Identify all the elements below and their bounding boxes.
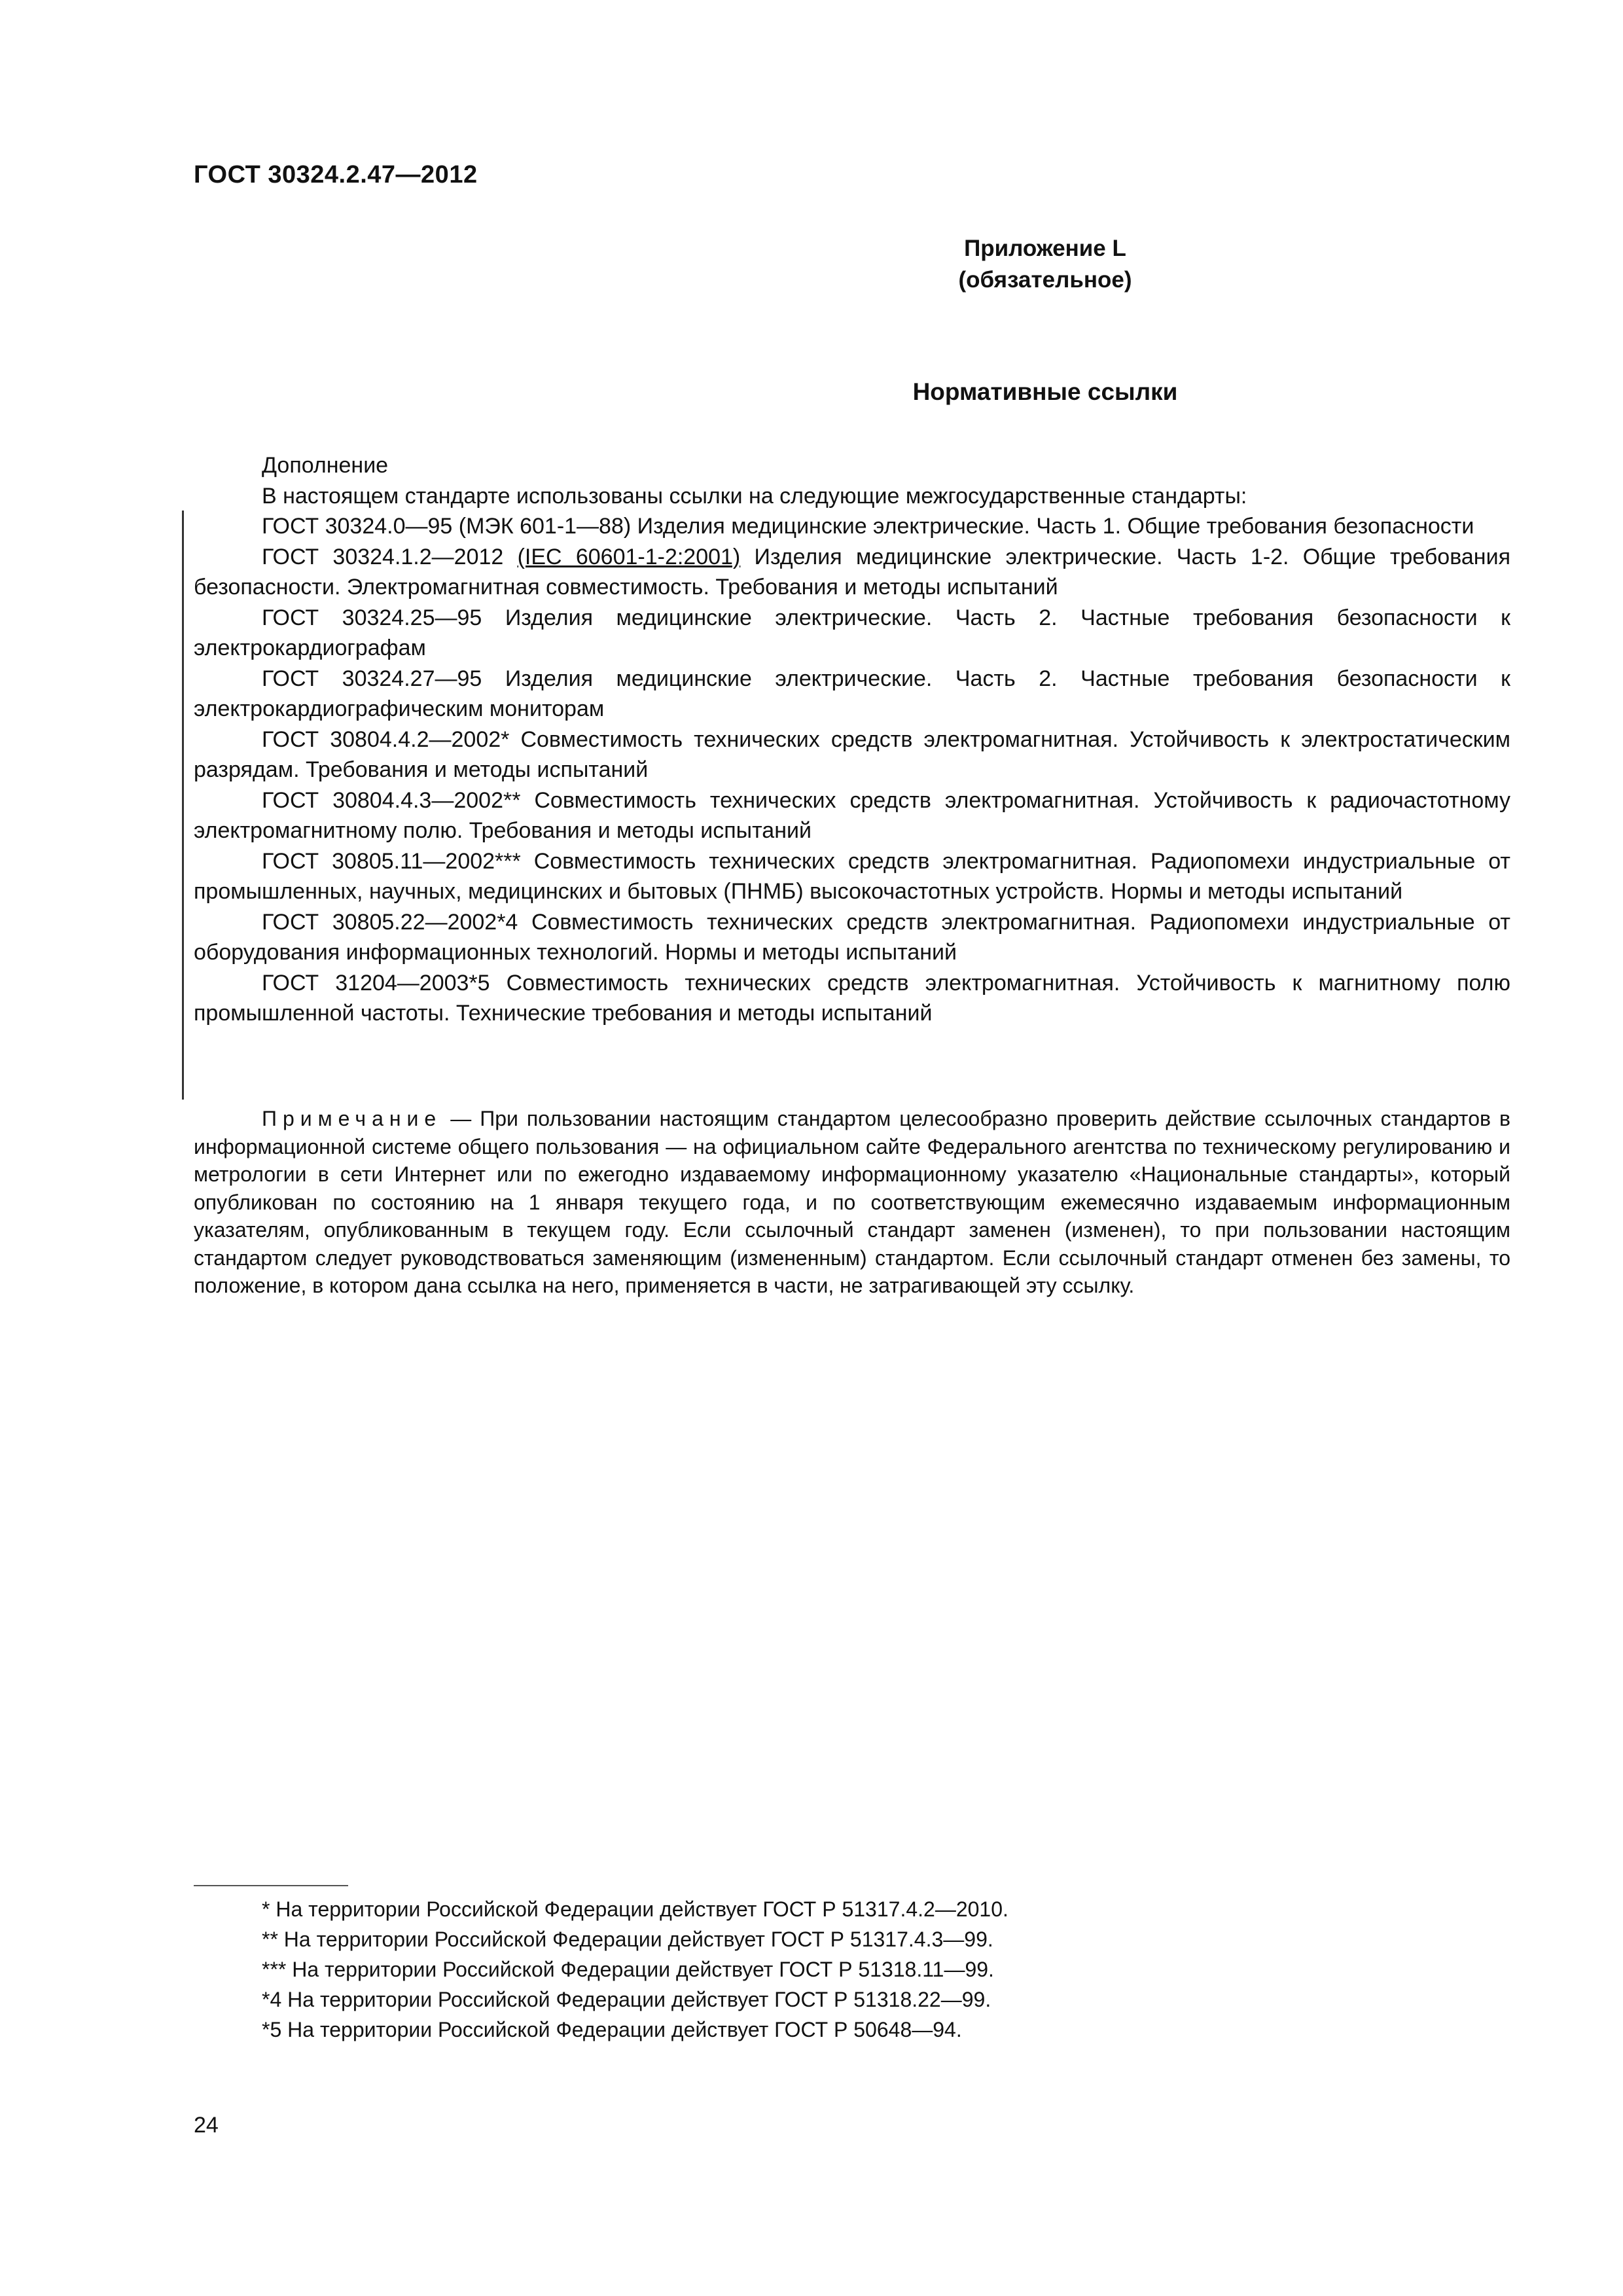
- reference-text: ГОСТ 30324.1.2—2012: [262, 544, 518, 569]
- note-paragraph: [194, 1105, 1510, 1300]
- page-number: 24: [194, 2113, 219, 2138]
- reference-item: ГОСТ 30805.11—2002*** Совместимость технических средств электромагнитная. Радиопомехи индустриальные от промышленных, научных, медицинских и бытовых (ПНМБ) высокочастотных устройств. Нормы и методы испытаний: [194, 848, 1510, 904]
- footnote-divider: [194, 1885, 348, 1886]
- reference-item: ГОСТ 30804.4.2—2002* Совместимость технических средств электромагнитная. Устойчивость к электростатическим разрядам. Требования и методы испытаний: [194, 726, 1510, 782]
- footnote: *4 На территории Российской Федерации действует ГОСТ Р 51318.22—99.: [262, 1988, 991, 2011]
- footnotes: [262, 1894, 1008, 2045]
- footnote: * На территории Российской Федерации действует ГОСТ Р 51317.4.2—2010.: [262, 1897, 1008, 1921]
- reference-item: ГОСТ 30324.0—95 (МЭК 601-1—88) Изделия медицинские электрические. Часть 1. Общие требования безопасности: [262, 514, 1474, 539]
- section-title: Нормативные ссылки: [912, 378, 1178, 405]
- intro-paragraph: В настоящем стандарте использованы ссылки на следующие межгосударственные стандарты:: [262, 483, 1247, 509]
- annex-status: (обязательное): [958, 267, 1132, 293]
- iec-link[interactable]: (IEC 60601-1-2:2001): [517, 544, 741, 569]
- annex-heading: [194, 233, 1510, 296]
- reference-text: Изделия медицинские электрические. Часть 1-2. Общие требования безопасности. Электромагнитная совместимость. Требования и методы испытаний: [194, 544, 1510, 600]
- reference-item: [194, 542, 1510, 603]
- footnote: *5 На территории Российской Федерации действует ГОСТ Р 50648—94.: [262, 2018, 962, 2041]
- reference-item: ГОСТ 30805.22—2002*4 Совместимость технических средств электромагнитная. Радиопомехи индустриальные от оборудования информационных технологий. Нормы и методы испытаний: [194, 909, 1510, 965]
- intro-paragraph: Дополнение: [262, 453, 389, 478]
- reference-item: ГОСТ 30324.25—95 Изделия медицинские электрические. Часть 2. Частные требования безопасности к электрокардиографам: [194, 605, 1510, 660]
- change-bar: [182, 511, 184, 1100]
- references-body: [194, 450, 1510, 1029]
- document-header: ГОСТ 30324.2.47—2012: [194, 161, 478, 188]
- footnote: *** На территории Российской Федерации действует ГОСТ Р 51318.11—99.: [262, 1958, 994, 1981]
- reference-item: ГОСТ 31204—2003*5 Совместимость технических средств электромагнитная. Устойчивость к магнитному полю промышленной частоты. Технические требования и методы испытаний: [194, 970, 1510, 1026]
- reference-item: ГОСТ 30804.4.3—2002** Совместимость технических средств электромагнитная. Устойчивость к радиочастотному электромагнитному полю. Требования и методы испытаний: [194, 787, 1510, 843]
- note-label: Примечание: [262, 1107, 442, 1130]
- note-text: — При пользовании настоящим стандартом целесообразно проверить действие ссылочных стандартов в информационной системе общего пользования — на официальном сайте Федерального агентства по техническому регулированию и метрологии в сети Интернет или по ежегодно издаваемому информационному указателю «Национальные стандарты», который опубликован по состоянию на 1 января текущего года, и по соответствующим ежемесячно издаваемым информационным указателям, опубликованным в текущем году. Если ссылочный стандарт заменен (изменен), то при пользовании настоящим стандартом следует руководствоваться заменяющим (измененным) стандартом. Если ссылочный стандарт отменен без замены, то положение, в котором дана ссылка на него, применяется в части, не затрагивающей эту ссылку.: [194, 1107, 1510, 1297]
- footnote: ** На территории Российской Федерации действует ГОСТ Р 51317.4.3—99.: [262, 1928, 993, 1951]
- annex-title: Приложение L: [964, 236, 1126, 261]
- reference-item: ГОСТ 30324.27—95 Изделия медицинские электрические. Часть 2. Частные требования безопасности к электрокардиографическим мониторам: [194, 666, 1510, 721]
